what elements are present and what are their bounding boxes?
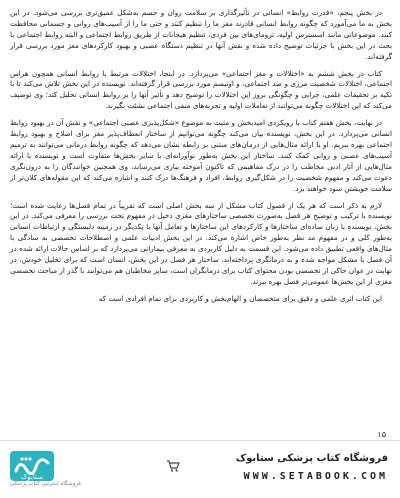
store-logo <box>10 449 160 491</box>
setabook-logo-icon <box>10 451 54 481</box>
logo-tagline: فروشگاه اینترنتی کتاب پزشکی <box>10 481 81 487</box>
store-url[interactable]: WWW.SETABOOK.COM <box>243 471 388 482</box>
paragraph-conclusion: این کتاب اثری علمی و دقیق برای متخصصان و الهام‌بخش و کاربردی برای تمام افرادی است که <box>98 293 382 303</box>
logo-wordmark: ستاپوک <box>21 473 43 481</box>
store-footer <box>0 440 400 498</box>
body-text <box>10 8 392 308</box>
paragraph-part7: در نهایت، بخش هفتم کتاب با رویکردی امیدبخش و مثبت به موضوع «شکل‌پذیری عصبی اجتماعی» و نقش آن در بهبود روابط انسانی می‌پردازد. در این بخش، نویسنده بیان می‌کند چگونه می‌توانیم از ساختار انعطاف‌پذیر مغز برای اصلاح و بهبود روابط اجتماعی بهره ببریم. او با ارائه مثال‌هایی از درمان‌های مبتنی بر رابطه نشان می‌دهد که چگونه روابط درمانی می‌توانند به ترمیم آسیب‌های عصبی و روانی کمک کنند. ساختار این بخش به‌طور نوآورانه‌ای با سایر بخش‌ها متفاوت است و نویسنده با ارائه مثال‌هایی از آثار ادبی مخاطب را در درک مفاهیمی که تاکنون آموخته بیاری می‌رساند، وی همچنین خوانندگان را به درون‌نگری دعوت می‌کند و مفهوم شخصیت را در شکل‌گیری روابط، افراد و فرهنگ‌ها درک کنند و اشاره می‌کند که این مقوله‌های کلان‌تر از سلامت خویشتن سود خواهند برد. <box>10 118 392 193</box>
store-name: فروشگاه کتاب پزشکی ستابوک <box>235 453 388 464</box>
shopping-cart-icon <box>166 459 180 473</box>
paragraph-part5: در بخش پنجم، «قدرت روابط» انسانی در تأثیرگذاری بر سلامت روان و جسم به‌شکل عمیق‌تری بررسی می‌شود. در این بخش به ما می‌آموزد که چگونه روابط انسانی قادرند مغز ما را تنظیم کنند و حتی ما را از آسیب‌های روانی و جسمانی محافظت کنند. موضوعاتی مانند اسسترس اولیه، ترومای‌های بین فردی، تنظیم هیجانات از طریق روابط اجتماعی و البته روابط اجتماعی با بحث در این بخش با جزئیات توضیح داده شده و نقش آنها در تنظیم دستگاه عصبی و بهبود کارکردهای مغز مورد بررسی قرار گرفته‌اند. <box>10 8 392 61</box>
paragraph-part6: کتاب در بخش ششم به «اختلالات و مغز اجتماعی» می‌پردازد. در اینجا، اختلالات مرتبط با روابط انسانی همچون هراس اجتماعی، اختلالات شخصیت مرزی و ضد اجتماعی، و اوتیسم مورد بررسی قرار گرفته‌اند. نویسنده در این بخش تلاش می‌کند تا با تکیه بر تحقیقات علمی، چرایی و چگونگی بروز این اختلالات را توضیح دهد و تأثیر آنها را بر روابط انسانی تحلیل کند؛ وی توصیف می‌کند که این اختلالات چگونه می‌توانند از تعاملات اولیه و تجربه‌های منفی اجتماعی نشئت بگیرند. <box>10 68 392 111</box>
paragraph-structure: لازم به ذکر است که هر یک از فصول کتاب مشکل از سه بخش اصلی است که تقریباً در تمام فصل‌ها رعایت شده است؛ نویسنده با ترکیب و توضیح هر فصل به‌صورت تخصصی ساختارهای مغزی دخیل در مفهوم تحت بررسی را معرفی می‌کند. در این بخش، نویسنده با زبان ساده‌ای ساختارها و کارکردهای این ساختارها و تعامل آنها با یکدیگر در زمینه دلبستگی و ارتباطات انسانی به‌طور کلی و در مفهوم مد نظر به‌طور خاص اشاره می‌کند. در این بخش ادبیات علمی و اصطلاحات تخصصی به سادگی با مثال‌های واقعی تطبیق داده می‌شود. این قسمت به دلیل کاربردی به معرفی بیمارانی می‌پردازد که بر اساس حالات ارائه شده در آن فصل با مشکل مواجه شده و به درمانگری پرداخته‌اند. ساختار هر فصل در این بخش، انسان است که برای تحلیل خودش، در نهایت در عوان حاکی از تخصصی بودن محتوای کتاب برای درمانگران است، سایر مخاطبان هم می‌توانند با گذر از مباحث تخصصی مغزی از این بخش‌ها عمومی‌تر فصل بهره ببرند. <box>10 200 392 286</box>
page-number: ۱۵ <box>377 430 386 439</box>
